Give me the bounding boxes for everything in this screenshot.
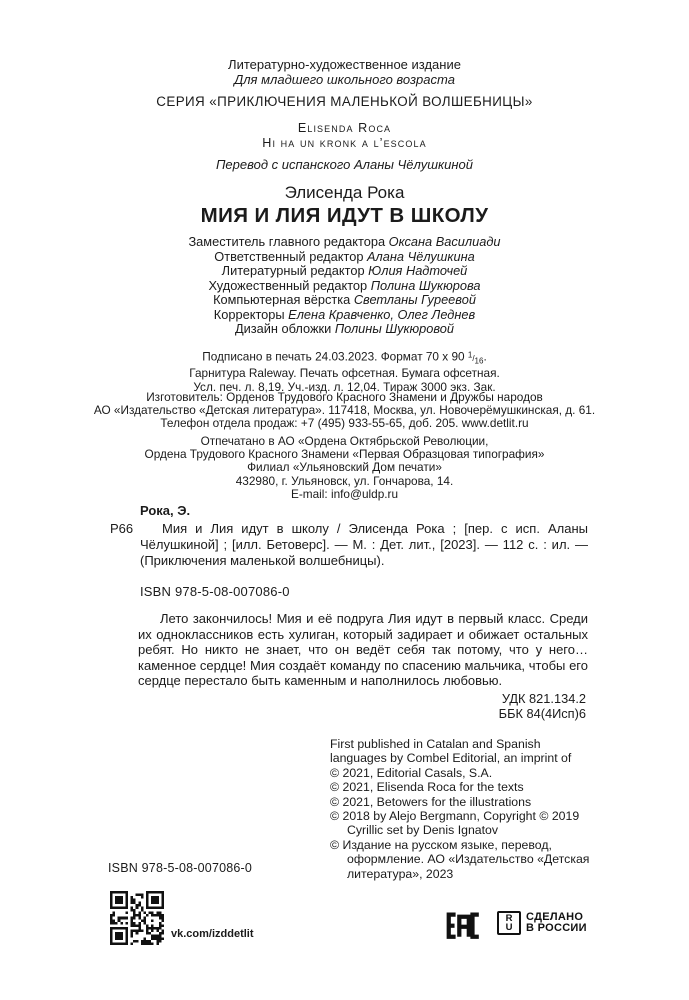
eac-mark-icon <box>444 912 482 939</box>
printed-at-line: Отпечатано в АО «Ордена Октябрьской Революции, <box>200 434 489 448</box>
series-title: СЕРИЯ «ПРИКЛЮЧЕНИЯ МАЛЕНЬКОЙ ВОЛШЕБНИЦЫ» <box>156 94 533 109</box>
copyright-line: © Издание на русском языке, перевод, <box>330 837 552 852</box>
credit-line <box>0 322 689 337</box>
credit-line <box>0 235 689 250</box>
format-text: Подписано в печать 24.03.2023. Формат 70 х 90 <box>202 349 468 364</box>
print-info-block <box>0 348 689 394</box>
format-suffix: . <box>483 349 487 364</box>
credit-label: Литературный редактор <box>221 263 369 278</box>
copyright-line: © 2021, Editorial Casals, S.A. <box>330 765 493 780</box>
credit-name: Полина Шукюрова <box>370 277 481 293</box>
fraction-denominator: 16 <box>474 356 484 366</box>
copyright-line: First published in Catalan and Spanish <box>330 737 541 751</box>
credit-name: Юлия Надточей <box>368 263 468 278</box>
credit-label: Корректоры <box>213 306 289 322</box>
vk-link-label: vk.com/izddetlit <box>171 928 254 940</box>
credit-label: Компьютерная вёрстка <box>213 292 354 307</box>
print-info-line <box>0 348 689 367</box>
print-info-line: Усл. печ. л. 8,19. Уч.-изд. л. 12,04. Тираж 3000 экз. Зак. <box>193 379 496 394</box>
copyright-line: © 2021, Betowers for the illustrations <box>330 794 532 809</box>
manufacturer-block <box>0 391 689 431</box>
printed-at-line: Филиал «Ульяновский Дом печати» <box>247 460 442 475</box>
catalog-author: Рока, Э. <box>140 503 191 518</box>
udc-code: УДК 821.134.2 <box>501 691 586 706</box>
translation-note: Перевод с испанского Аланы Чёлушкиной <box>216 157 473 172</box>
made-in-russia-label <box>526 912 587 935</box>
manufacturer-line: Телефон отдела продаж: +7 (495) 933-55-65, доб. 205. www.detlit.ru <box>160 416 529 431</box>
credit-name: Алана Чёлушкина <box>367 248 475 264</box>
credit-line <box>0 264 689 279</box>
credit-line <box>0 293 689 308</box>
edition-type-block <box>0 57 689 87</box>
made-in-russia-line1: СДЕЛАНО <box>526 910 584 923</box>
copyright-line: оформление. АО «Издательство «Детская <box>347 852 590 867</box>
footer-isbn: ISBN 978-5-08-007086-0 <box>108 861 253 875</box>
copyright-line: © 2021, Elisenda Roca for the texts <box>330 780 524 795</box>
classification-codes <box>108 691 586 721</box>
made-in-russia-logo <box>497 911 587 935</box>
catalog-code: Р66 <box>110 521 134 536</box>
credit-label: Художественный редактор <box>208 277 371 293</box>
original-author: Elisenda Roca <box>297 121 392 135</box>
annotation-text: Лето закончилось! Мия и её подруга Лия идут в первый класс. Среди их одноклассников есть хулиган, который задирает и обижает остальных ребят. Но никто не знает, что он ведёт себя так потому, что у него… каменное сердце! Мия создаёт команду по спасению мальчика, чтобы его сердце перестало быть каменным и наполнилось любовью. <box>138 611 588 689</box>
credit-name: Оксана Василиади <box>388 234 501 249</box>
credits-block <box>0 235 689 337</box>
copyright-line: languages by Combel Editorial, an imprint of <box>330 751 572 766</box>
qr-code-icon <box>110 891 164 945</box>
credit-label: Дизайн обложки <box>234 321 335 336</box>
printed-at-line: E-mail: info@uldp.ru <box>290 486 399 501</box>
author-name: Элисенда Рока <box>284 183 405 202</box>
credit-name: Полины Шукюровой <box>334 321 455 336</box>
credit-label: Заместитель главного редактора <box>188 234 389 249</box>
print-info-line: Гарнитура Raleway. Печать офсетная. Бумага офсетная. <box>189 366 500 381</box>
ru-letter-top: R <box>505 912 513 924</box>
copyright-line: литература», 2023 <box>347 866 454 881</box>
ru-letter-bottom: U <box>505 922 513 933</box>
title-block <box>0 183 689 228</box>
made-in-russia-line2: В РОССИИ <box>526 922 587 934</box>
original-title: Hi ha un kronk a l’escola <box>262 135 427 150</box>
printed-at-line: Ордена Трудового Красного Знамени «Первая Образцовая типография» <box>144 447 545 462</box>
bbk-code: ББК 84(4Исп)6 <box>498 706 586 721</box>
credit-name: Елена Кравченко, Олег Леднев <box>288 306 476 322</box>
age-note: Для младшего школьного возраста <box>234 72 455 87</box>
printed-at-line: 432980, г. Ульяновск, ул. Гончарова, 14. <box>235 473 454 488</box>
original-title-block <box>0 121 689 150</box>
credit-line <box>0 250 689 265</box>
manufacturer-line: Изготовитель: Орденов Трудового Красного Знамени и Дружбы народов <box>146 390 543 404</box>
catalog-isbn: ISBN 978-5-08-007086-0 <box>140 584 290 599</box>
copyright-line: © 2018 by Alejo Bergmann, Copyright © 2019 <box>330 809 580 824</box>
credit-name: Светланы Гуреевой <box>353 292 476 307</box>
book-title: МИЯ И ЛИЯ ИДУТ В ШКОЛУ <box>200 204 489 227</box>
credit-line <box>0 308 689 323</box>
credit-label: Ответственный редактор <box>214 248 367 264</box>
copyright-line: Cyrillic set by Denis Ignatov <box>347 823 499 838</box>
catalog-entry: Мия и Лия идут в школу / Элисенда Рока ; [пер. с исп. Аланы Чёлушкиной] ; [илл. Бетоверс]. — М. : Дет. лит., [2023]. — 112 с. : ил. — (Приключения маленькой волшебницы). <box>140 521 588 568</box>
format-fraction: $^1/_{16}$ <box>467 350 484 366</box>
copyright-block <box>330 737 610 881</box>
ru-box-icon <box>497 911 521 935</box>
fraction-numerator: 1 <box>467 350 473 359</box>
manufacturer-line: АО «Издательство «Детская литература». 117418, Москва, ул. Новочерёмушкинская, д. 61. <box>93 403 596 418</box>
credit-line <box>0 279 689 294</box>
printed-at-block <box>0 435 689 501</box>
edition-type: Литературно-художественное издание <box>228 57 461 72</box>
